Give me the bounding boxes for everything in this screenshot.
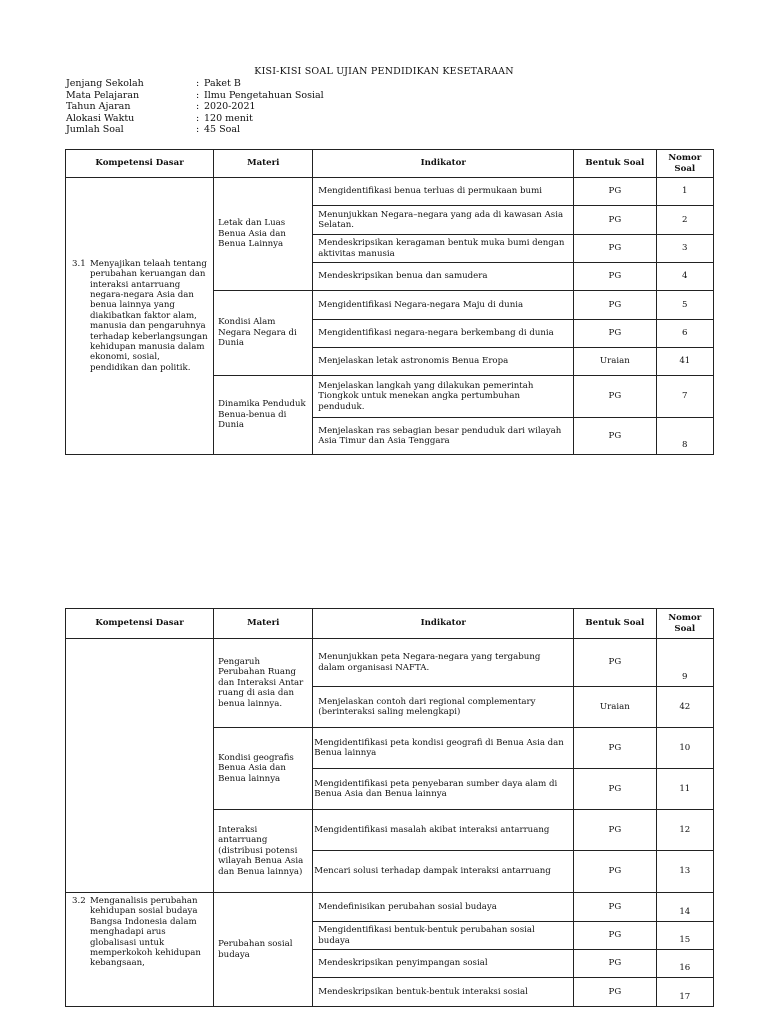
indikator-cell: Mendefinisikan perubahan sosial budaya	[313, 893, 574, 922]
meta-row-tahun	[66, 101, 324, 113]
table-header-row	[66, 609, 714, 639]
kompetensi-dasar-cell	[66, 178, 214, 455]
header-nomor-soal: Nomor Soal	[656, 609, 713, 639]
materi-cell: Letak dan Luas Benua Asia dan Benua Lainnya	[214, 178, 313, 291]
meta-row-jenjang	[66, 78, 324, 90]
bentuk-soal-cell: PG	[574, 851, 656, 893]
nomor-soal-cell: 42	[656, 687, 713, 728]
indikator-cell: Mengidentifikasi bentuk-bentuk perubahan sosial budaya	[313, 922, 574, 950]
meta-label: Jenjang Sekolah	[66, 78, 144, 89]
indikator-cell: Menjelaskan letak astronomis Benua Eropa	[313, 348, 574, 376]
meta-label: Tahun Ajaran	[66, 101, 131, 113]
meta-row-alokasi	[66, 113, 324, 125]
bentuk-soal-cell: PG	[574, 639, 656, 687]
header-indikator: Indikator	[313, 150, 574, 178]
materi-cell: Perubahan sosial budaya	[214, 893, 313, 1007]
bentuk-soal-cell: PG	[574, 893, 656, 922]
bentuk-soal-cell: Uraian	[574, 687, 656, 728]
meta-value: Ilmu Pengetahuan Sosial	[204, 89, 324, 101]
nomor-soal-cell: 3	[656, 235, 713, 263]
indikator-cell: Mengidentifikasi peta penyebaran sumber daya alam di Benua Asia dan Benua lainnya	[313, 769, 574, 810]
table-header-row	[66, 150, 714, 178]
header-bentuk-soal: Bentuk Soal	[574, 150, 656, 178]
indikator-cell: Mencari solusi terhadap dampak interaksi antarruang	[313, 851, 574, 893]
meta-label: Jumlah Soal	[66, 124, 124, 136]
kd-text: Menyajikan telaah tentang perubahan keruangan dan interaksi antarruang negara-negara Asia dan benua lainnya yang diakibatkan faktor alam, manusia dan pengaruhnya terhadap keberlangsungan kehidupan manusia dalam ekonomi, sosial, pendidikan dan politik.	[90, 258, 208, 373]
nomor-soal-cell: 4	[656, 263, 713, 291]
indikator-cell: Menjelaskan langkah yang dilakukan pemerintah Tiongkok untuk menekan angka pertumbuhan penduduk.	[313, 376, 574, 418]
nomor-soal-cell: 7	[656, 376, 713, 418]
kisi-kisi-table-1	[65, 149, 714, 455]
nomor-soal-cell: 11	[656, 769, 713, 810]
nomor-soal-cell: 6	[656, 320, 713, 348]
materi-cell: Kondisi Alam Negara Negara di Dunia	[214, 291, 313, 376]
bentuk-soal-cell: PG	[574, 418, 656, 455]
header-nomor-soal: Nomor Soal	[656, 150, 713, 178]
meta-value: 45 Soal	[204, 124, 241, 136]
meta-colon: :	[196, 124, 200, 136]
bentuk-soal-cell: PG	[574, 922, 656, 950]
bentuk-soal-cell: PG	[574, 206, 656, 235]
indikator-cell: Menjelaskan ras sebagian besar penduduk dari wilayah Asia Timur dan Asia Tenggara	[313, 418, 574, 455]
nomor-soal-cell: 15	[656, 922, 713, 950]
nomor-soal-cell: 1	[656, 178, 713, 206]
indikator-cell: Mendeskripsikan penyimpangan sosial	[313, 950, 574, 978]
kisi-kisi-table-2	[65, 608, 714, 1007]
document-meta	[66, 78, 324, 136]
indikator-cell: Mendeskripsikan benua dan samudera	[313, 263, 574, 291]
materi-cell: Interaksi antarruang (distribusi potensi wilayah Benua Asia dan Benua lainnya)	[214, 810, 313, 893]
bentuk-soal-cell: PG	[574, 728, 656, 769]
indikator-cell: Mengidentifikasi benua terluas di permukaan bumi	[313, 178, 574, 206]
meta-row-mapel	[66, 90, 324, 102]
kd-number: 3.1	[72, 258, 86, 269]
bentuk-soal-cell: PG	[574, 320, 656, 348]
meta-label: Alokasi Waktu	[66, 112, 135, 124]
materi-cell: Pengaruh Perubahan Ruang dan Interaksi Antar ruang di asia dan benua lainnya.	[214, 639, 313, 728]
bentuk-soal-cell: PG	[574, 950, 656, 978]
meta-value: 120 menit	[204, 112, 253, 124]
bentuk-soal-cell: PG	[574, 263, 656, 291]
meta-colon: :	[196, 112, 200, 124]
table-row	[66, 178, 714, 206]
header-indikator: Indikator	[313, 609, 574, 639]
indikator-cell: Mengidentifikasi peta kondisi geografi di Benua Asia dan Benua lainnya	[313, 728, 574, 769]
header-materi: Materi	[214, 150, 313, 178]
table-row	[66, 893, 714, 922]
indikator-cell: Mengidentifikasi negara-negara berkembang di dunia	[313, 320, 574, 348]
header-materi: Materi	[214, 609, 313, 639]
meta-colon: :	[196, 78, 200, 89]
nomor-soal-cell: 2	[656, 206, 713, 235]
nomor-soal-cell: 10	[656, 728, 713, 769]
kd-text: Menganalisis perubahan kehidupan sosial budaya Bangsa Indonesia dalam menghadapi arus globalisasi untuk memperkokoh kehidupan kebangsaan,	[90, 896, 201, 969]
meta-label: Mata Pelajaran	[66, 89, 140, 101]
meta-value: 2020-2021	[204, 101, 256, 113]
nomor-soal-cell: 8	[656, 418, 713, 455]
bentuk-soal-cell: PG	[574, 178, 656, 206]
bentuk-soal-cell: PG	[574, 978, 656, 1007]
bentuk-soal-cell: Uraian	[574, 348, 656, 376]
header-bentuk-soal: Bentuk Soal	[574, 609, 656, 639]
header-kompetensi-dasar: Kompetensi Dasar	[66, 609, 214, 639]
header-kompetensi-dasar: Kompetensi Dasar	[66, 150, 214, 178]
bentuk-soal-cell: PG	[574, 376, 656, 418]
indikator-cell: Menunjukkan peta Negara-negara yang tergabung dalam organisasi NAFTA.	[313, 639, 574, 687]
indikator-cell: Mendeskripsikan keragaman bentuk muka bumi dengan aktivitas manusia	[313, 235, 574, 263]
indikator-cell: Mengidentifikasi masalah akibat interaksi antarruang	[313, 810, 574, 851]
nomor-soal-cell: 13	[656, 851, 713, 893]
bentuk-soal-cell: PG	[574, 291, 656, 320]
nomor-soal-cell: 41	[656, 348, 713, 376]
indikator-cell: Mengidentifikasi Negara-negara Maju di dunia	[313, 291, 574, 320]
indikator-cell: Menjelaskan contoh dari regional complementary (berinteraksi saling melengkapi)	[313, 687, 574, 728]
materi-cell: Kondisi geografis Benua Asia dan Benua lainnya	[214, 728, 313, 810]
table-row	[66, 639, 714, 687]
meta-value: Paket B	[204, 78, 241, 89]
document-title: KISI-KISI SOAL UJIAN PENDIDIKAN KESETARAAN	[254, 66, 514, 77]
nomor-soal-cell: 14	[656, 893, 713, 922]
indikator-cell: Mendeskripsikan bentuk-bentuk interaksi sosial	[313, 978, 574, 1007]
bentuk-soal-cell: PG	[574, 769, 656, 810]
kompetensi-dasar-cell-empty	[66, 639, 214, 893]
nomor-soal-cell: 9	[656, 639, 713, 687]
bentuk-soal-cell: PG	[574, 235, 656, 263]
meta-colon: :	[196, 101, 200, 113]
kompetensi-dasar-cell	[66, 893, 214, 1007]
kd-number: 3.2	[72, 896, 86, 906]
nomor-soal-cell: 12	[656, 810, 713, 851]
meta-colon: :	[196, 89, 200, 101]
indikator-cell: Menunjukkan Negara–negara yang ada di kawasan Asia Selatan.	[313, 206, 574, 235]
materi-cell: Dinamika Penduduk Benua-benua di Dunia	[214, 376, 313, 455]
nomor-soal-cell: 16	[656, 950, 713, 978]
meta-row-jumlah	[66, 124, 324, 136]
nomor-soal-cell: 17	[656, 978, 713, 1007]
bentuk-soal-cell: PG	[574, 810, 656, 851]
nomor-soal-cell: 5	[656, 291, 713, 320]
